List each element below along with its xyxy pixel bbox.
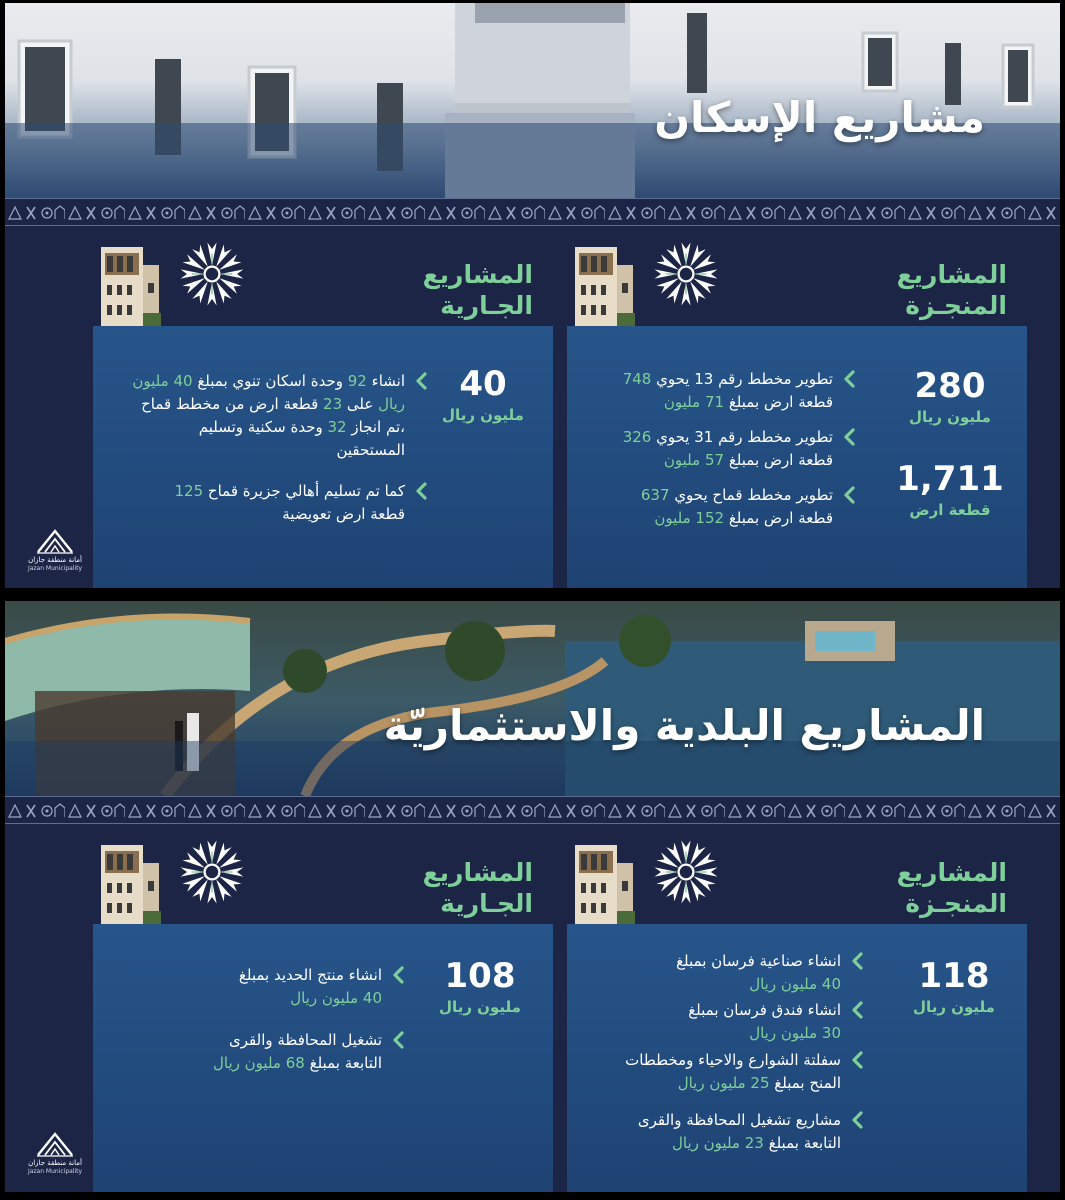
chevron-icon (849, 1050, 867, 1070)
chevron-icon (849, 951, 867, 971)
slide-title: المشاريع البلدية والاستثماريّة (383, 701, 985, 750)
logo-icon (35, 1131, 75, 1157)
list-item: مشاريع تشغيل المحافظة والقرى التابعة بمبلغ 23 مليون ريال (638, 1109, 867, 1155)
slide-title: مشاريع الإسكان (654, 93, 985, 142)
stat-amount: 280 مليون ريال (909, 366, 991, 426)
completed-panel (567, 924, 1027, 1192)
chevron-icon (390, 1030, 408, 1050)
chevron-icon (390, 965, 408, 985)
list-item: تطوير مخطط قماح يحوي 637 قطعة ارض بمبلغ 152 مليون (641, 484, 859, 530)
chevron-icon (849, 1110, 867, 1130)
jazan-municipality-logo: أمانة منطقة جازان Jazan Municipality (20, 1131, 90, 1181)
starburst-emblem-icon (649, 835, 723, 909)
completed-panel (567, 326, 1027, 588)
completed-projects-section (567, 841, 1027, 1186)
section-title: المشاريع الجـارية (422, 260, 533, 320)
stat-amount: 40 مليون ريال (442, 364, 524, 424)
building-icon (93, 243, 163, 328)
hero-banner-building (5, 3, 1060, 198)
section-title: المشاريع المنجـزة (896, 260, 1007, 320)
list-item: تشغيل المحافظة والقرى التابعة بمبلغ 68 مليون ريال (213, 1029, 408, 1075)
building-icon (567, 243, 637, 328)
hero-banner-resort (5, 601, 1060, 796)
list-item: سفلتة الشوارع والاحياء ومخططات المنح بمبلغ 25 مليون ريال (625, 1049, 867, 1095)
starburst-emblem-icon (175, 835, 249, 909)
list-item: انشاء صناعية فرسان بمبلغ 40 مليون ريال (676, 950, 867, 996)
chevron-icon (849, 1000, 867, 1020)
chevron-icon (841, 369, 859, 389)
municipal-investment-slide (5, 601, 1060, 1192)
decorative-pattern-band (5, 198, 1060, 226)
list-item: كما تم تسليم أهالي جزيرة قماح 125 قطعة ارض تعويضية (131, 480, 431, 526)
ongoing-projects-section (93, 841, 553, 1186)
list-item: تطوير مخطط رقم 31 يحوي 326 قطعة ارض بمبلغ 57 مليون (623, 426, 859, 472)
starburst-emblem-icon (175, 237, 249, 311)
stat-amount: 118 مليون ريال (913, 956, 995, 1016)
jazan-municipality-logo: أمانة منطقة جازان Jazan Municipality (20, 528, 90, 578)
completed-projects-section (567, 243, 1027, 588)
ongoing-panel (93, 326, 553, 588)
building-icon (567, 841, 637, 926)
housing-slide (5, 3, 1060, 588)
list-item: تطوير مخطط رقم 13 يحوي 748 قطعة ارض بمبلغ 71 مليون (623, 368, 859, 414)
stat-amount: 108 مليون ريال (439, 956, 521, 1016)
section-title: المشاريع المنجـزة (896, 858, 1007, 918)
list-item: انشاء منتج الحديد بمبلغ 40 مليون ريال (239, 964, 408, 1010)
building-icon (93, 841, 163, 926)
ongoing-panel (93, 924, 553, 1192)
starburst-emblem-icon (649, 237, 723, 311)
ongoing-projects-section (93, 243, 553, 588)
logo-icon (35, 528, 75, 554)
chevron-icon (413, 371, 431, 391)
chevron-icon (413, 481, 431, 501)
list-item: انشاء فندق فرسان بمبلغ 30 مليون ريال (688, 999, 867, 1045)
decorative-pattern-band (5, 796, 1060, 824)
resort-photo (5, 601, 1060, 796)
stat-plots: 1,711 قطعة ارض (896, 459, 1004, 519)
chevron-icon (841, 427, 859, 447)
section-title: المشاريع الجـارية (422, 858, 533, 918)
list-item: انشاء 92 وحدة اسكان تنوي بمبلغ 40 مليون ريال على 23 قطعة ارض من مخطط قماح ،تم انجاز 32 وحدة سكنية وتسليم المستحقين (131, 370, 431, 462)
chevron-icon (841, 485, 859, 505)
